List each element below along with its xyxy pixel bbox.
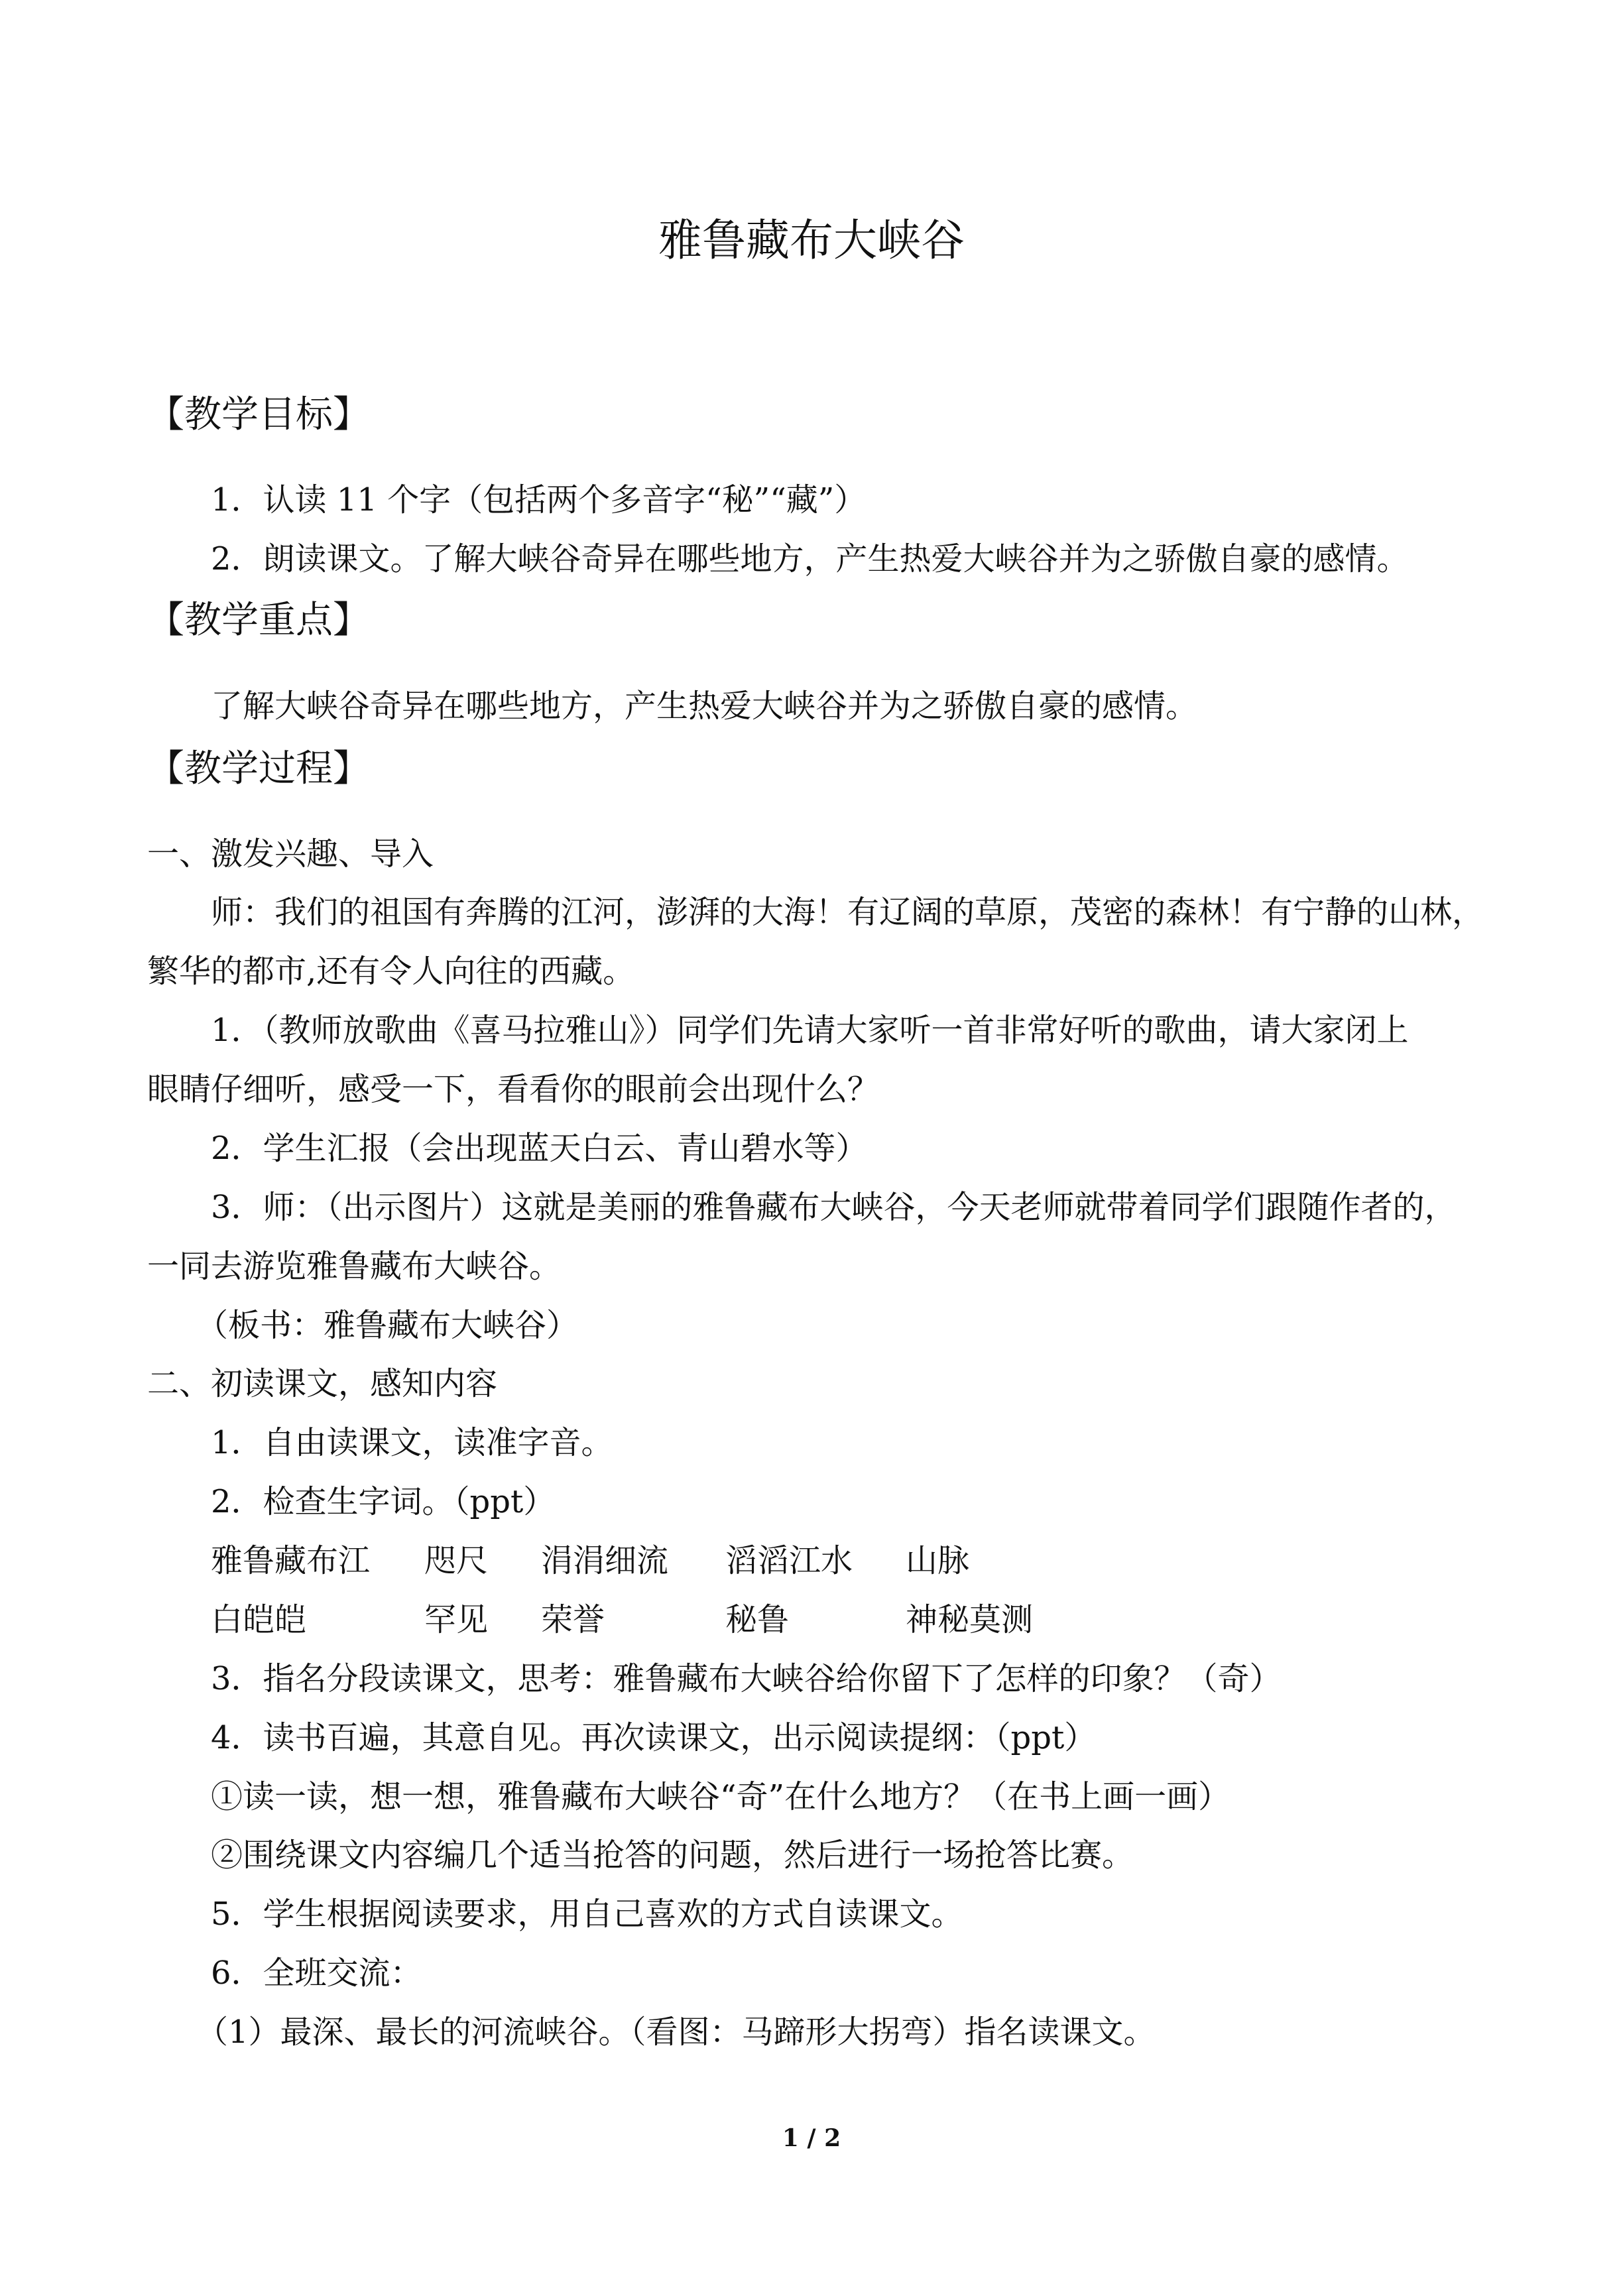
document-title: 雅鲁藏布大峡谷 xyxy=(658,215,965,266)
paragraph-line: 一同去游览雅鲁藏布大峡谷。 xyxy=(147,1248,562,1285)
paragraph-line: 繁华的都市,还有令人向往的西藏。 xyxy=(147,953,635,990)
part1-heading: 一、激发兴趣、导入 xyxy=(147,835,434,873)
focus-heading: 【教学重点】 xyxy=(147,599,370,642)
vocab-word: 涓涓细流 xyxy=(541,1542,669,1579)
paragraph-line: 2．检查生字词。（ppt） xyxy=(211,1483,556,1520)
vocab-word: 荣誉 xyxy=(541,1601,605,1638)
paragraph-line: 3．师：（出示图片）这就是美丽的雅鲁藏布大峡谷，今天老师就带着同学们跟随作者的， xyxy=(211,1189,1457,1226)
paragraph-line: ①读一读，想一想，雅鲁藏布大峡谷“奇”在什么地方？（在书上画一画） xyxy=(211,1778,1231,1815)
vocab-word: 罕见 xyxy=(424,1601,489,1638)
vocab-word: 滔滔江水 xyxy=(725,1542,853,1579)
objectives-heading: 【教学目标】 xyxy=(147,393,370,436)
vocab-word: 雅鲁藏布江 xyxy=(211,1542,371,1579)
process-heading: 【教学过程】 xyxy=(147,747,370,790)
vocab-word: 秘鲁 xyxy=(725,1601,790,1638)
vocab-word: 山脉 xyxy=(906,1542,970,1579)
objective-item: 1．认读 11 个字（包括两个多音字“秘”“藏”） xyxy=(211,481,867,518)
page-number: 1 / 2 xyxy=(782,2124,841,2152)
vocab-word: 咫尺 xyxy=(424,1542,489,1579)
paragraph-line: 6．全班交流： xyxy=(211,1955,422,1992)
vocab-word: 白皑皑 xyxy=(211,1601,307,1638)
objective-item: 2．朗读课文。了解大峡谷奇异在哪些地方，产生热爱大峡谷并为之骄傲自豪的感情。 xyxy=(211,540,1409,577)
paragraph-line: （1）最深、最长的河流峡谷。（看图：马蹄形大拐弯）指名读课文。 xyxy=(196,2014,1156,2051)
paragraph-line: 眼睛仔细听，感受一下，看看你的眼前会出现什么？ xyxy=(147,1071,880,1108)
paragraph-line: 4．读书百遍，其意自见。再次读课文，出示阅读提纲：（ppt） xyxy=(211,1719,1097,1756)
paragraph-line: 1．自由读课文，读准字音。 xyxy=(211,1424,613,1461)
paragraph-line: 1．（教师放歌曲《喜马拉雅山》）同学们先请大家听一首非常好听的歌曲，请大家闭上 xyxy=(211,1012,1409,1049)
paragraph-line: 师：我们的祖国有奔腾的江河，澎湃的大海！有辽阔的草原，茂密的森林！有宁静的山林， xyxy=(211,894,1484,931)
part2-heading: 二、初读课文，感知内容 xyxy=(147,1365,498,1402)
paragraph-line: 2．学生汇报（会出现蓝天白云、青山碧水等） xyxy=(211,1130,868,1167)
paragraph-line: ②围绕课文内容编几个适当抢答的问题，然后进行一场抢答比赛。 xyxy=(211,1837,1134,1874)
paragraph-line: 3．指名分段读课文，思考：雅鲁藏布大峡谷给你留下了怎样的印象？（奇） xyxy=(211,1660,1282,1697)
focus-text: 了解大峡谷奇异在哪些地方，产生热爱大峡谷并为之骄傲自豪的感情。 xyxy=(211,688,1198,725)
vocab-word: 神秘莫测 xyxy=(906,1601,1034,1638)
paragraph-line: （板书：雅鲁藏布大峡谷） xyxy=(196,1307,579,1344)
paragraph-line: 5．学生根据阅读要求，用自己喜欢的方式自读课文。 xyxy=(211,1896,963,1933)
